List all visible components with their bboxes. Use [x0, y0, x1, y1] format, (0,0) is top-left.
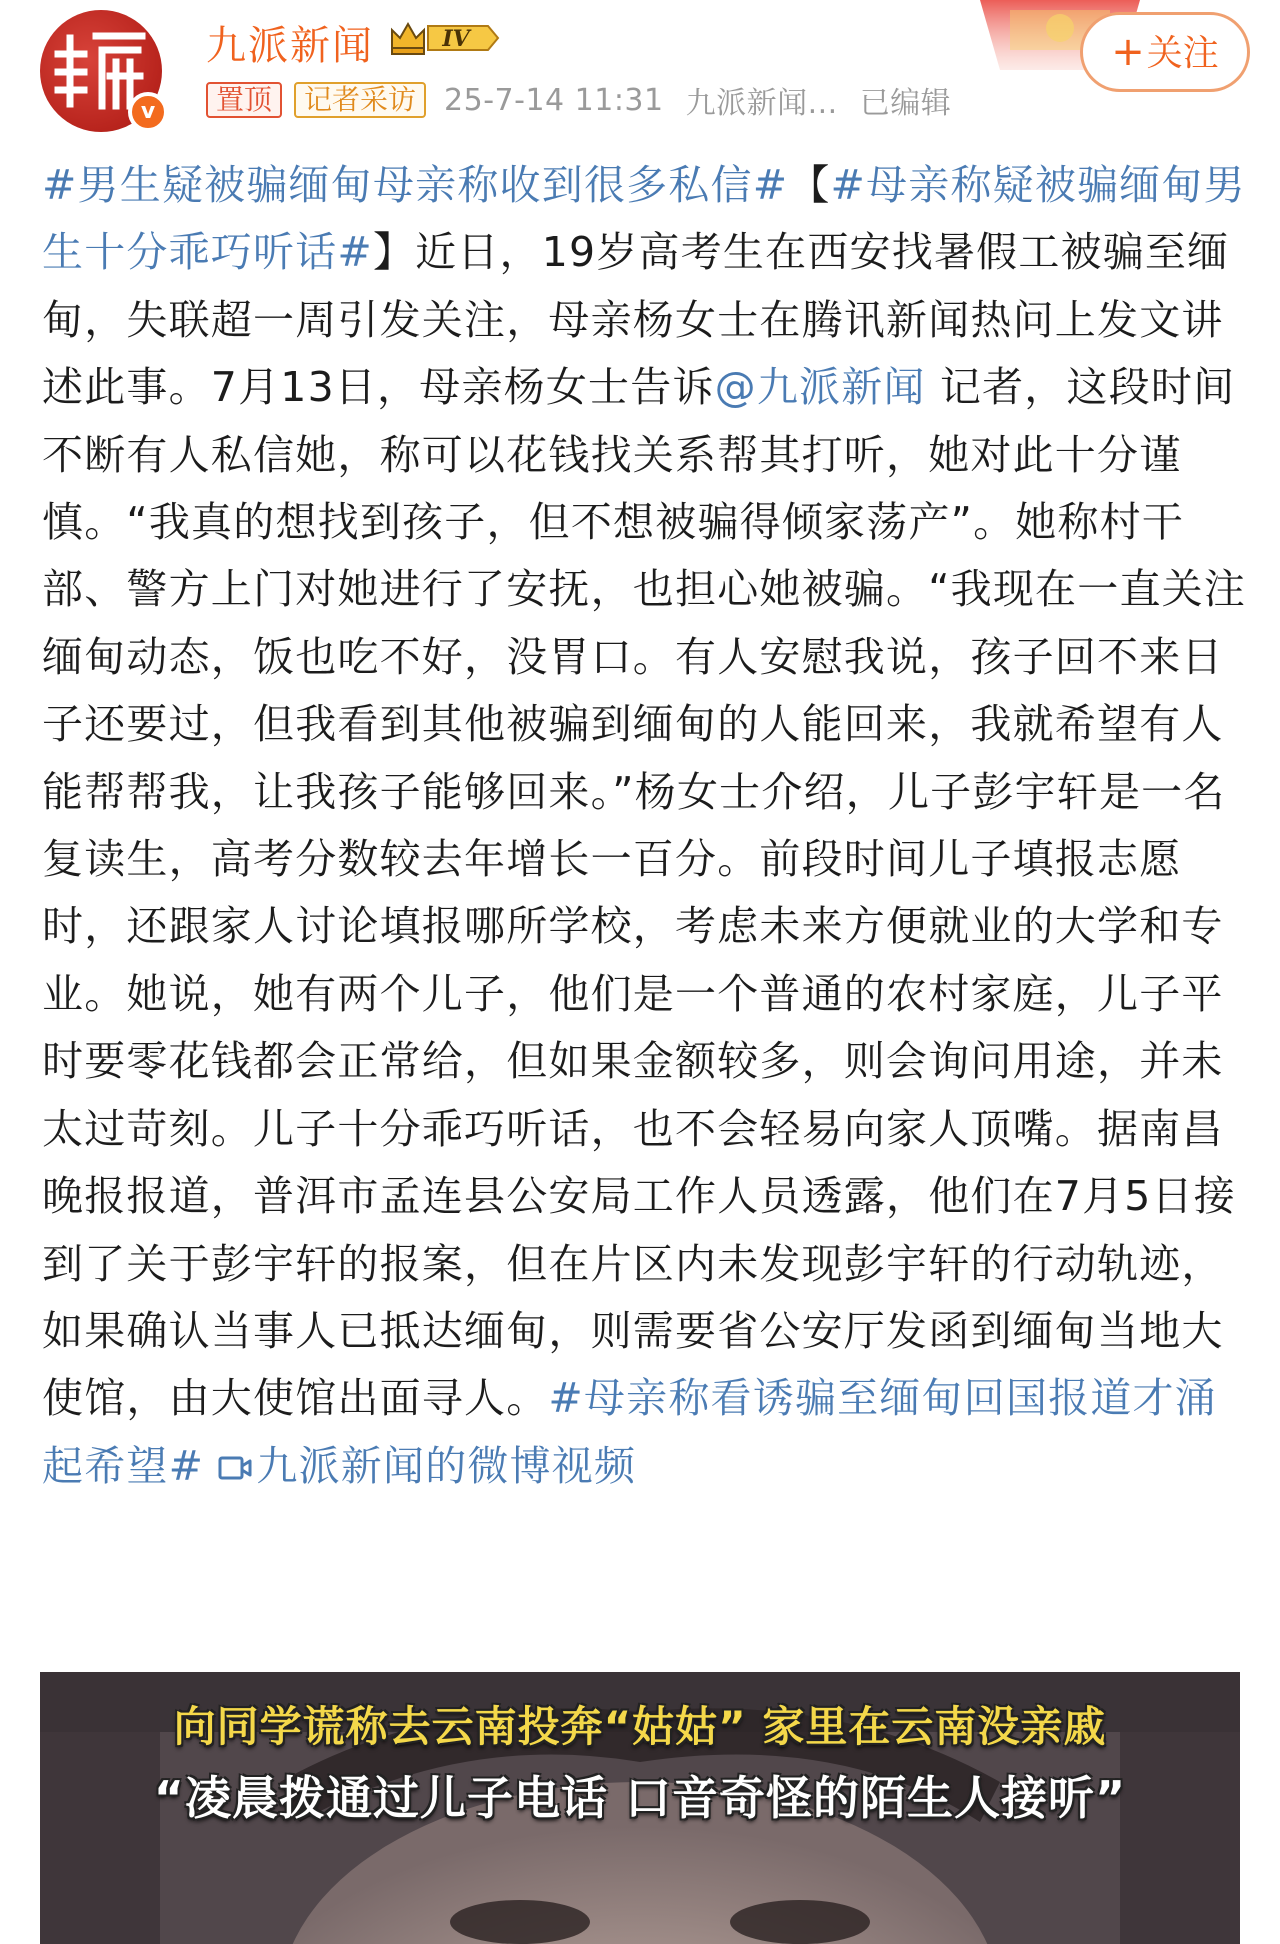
hashtag-link[interactable]: #男生疑被骗缅甸母亲称收到很多私信# [42, 161, 789, 209]
pinned-tag: 置顶 [206, 82, 282, 118]
video-link-label: 九派新闻的微博视频 [256, 1441, 637, 1490]
video-thumbnail[interactable] [40, 1672, 1240, 1944]
post-meta [206, 80, 951, 120]
follow-label: 关注 [1146, 33, 1219, 74]
plus-icon: + [1111, 29, 1145, 75]
video-link[interactable] [218, 1442, 636, 1490]
bracket-open: 【 [788, 161, 831, 209]
post-text-part-2: 记者，这段时间不断有人私信她，称可以花钱找关系帮其打听，她对此十分谨慎。“我真的想找到孩子，但不想被骗得倾家荡产”。她称村干部、警方上门对她进行了安抚，也担心她被骗。“我现在一直关注缅甸动态，饭也吃不好，没胃口。有人安慰我说，孩子回不来日子还要过，但我看到其他被骗到缅甸的人能回来，我就希望有人能帮帮我，让我孩子能够回来。”杨女士介绍，儿子彭宇轩是一名复读生，高考分数较去年增长一百分。前段时间儿子填报志愿时，还跟家人讨论填报哪所学校，考虑未来方便就业的大学和专业。她说，她有两个儿子，他们是一个普通的农村家庭，儿子平时要零花钱都会正常给，但如果金额较多，则会询问用途，并未太过苛刻。儿子十分乖巧听话，也不会轻易向家人顶嘴。据南昌晚报报道，普洱市孟连县公安局工作人员透露，他们在7月5日接到了关于彭宇轩的报案，但在片区内未发现彭宇轩的行动轨迹，如果确认当事人已抵达缅甸，则需要省公安厅发函到缅甸当地大使馆，由大使馆出面寻人。 [42, 363, 1247, 1423]
level-text: IV [442, 26, 470, 52]
post-text-part-1: 近日，19岁高考生在西安找暑假工被骗至缅甸，失联超一周引发关注，母亲杨女士在腾讯新闻热问上发文讲述此事。7月13日，母亲杨女士告诉 [42, 228, 1230, 412]
verified-v-icon: v [128, 92, 168, 132]
mention-link[interactable]: @九派新闻 [714, 363, 926, 412]
post-timestamp: 25-7-14 11:31 [444, 82, 664, 118]
post-source[interactable]: 九派新闻... [685, 86, 838, 121]
video-caption-line-1: 向同学谎称去云南投奔“姑姑” 家里在云南没亲戚 [173, 1702, 1107, 1751]
edited-label[interactable]: 已编辑 [859, 86, 952, 121]
hashtag-link[interactable]: #母亲称看诱骗至缅甸回国报道才涌起希望# [42, 1374, 1217, 1490]
follow-button[interactable] [1080, 12, 1250, 92]
hashtag-link[interactable]: #母亲称疑被骗缅甸男生十分乖巧听话# [42, 161, 1246, 277]
video-play-icon [218, 1454, 252, 1482]
reporter-interview-tag: 记者采访 [294, 82, 426, 118]
video-caption-line-2: “凌晨拨通过儿子电话 口音奇怪的陌生人接听” [153, 1771, 1127, 1825]
post-body-text [42, 152, 1248, 1500]
post-header [0, 0, 1280, 140]
author-name[interactable]: 九派新闻 [206, 23, 374, 69]
crown-level-icon[interactable] [388, 18, 500, 58]
bracket-close: 】 [372, 228, 416, 277]
